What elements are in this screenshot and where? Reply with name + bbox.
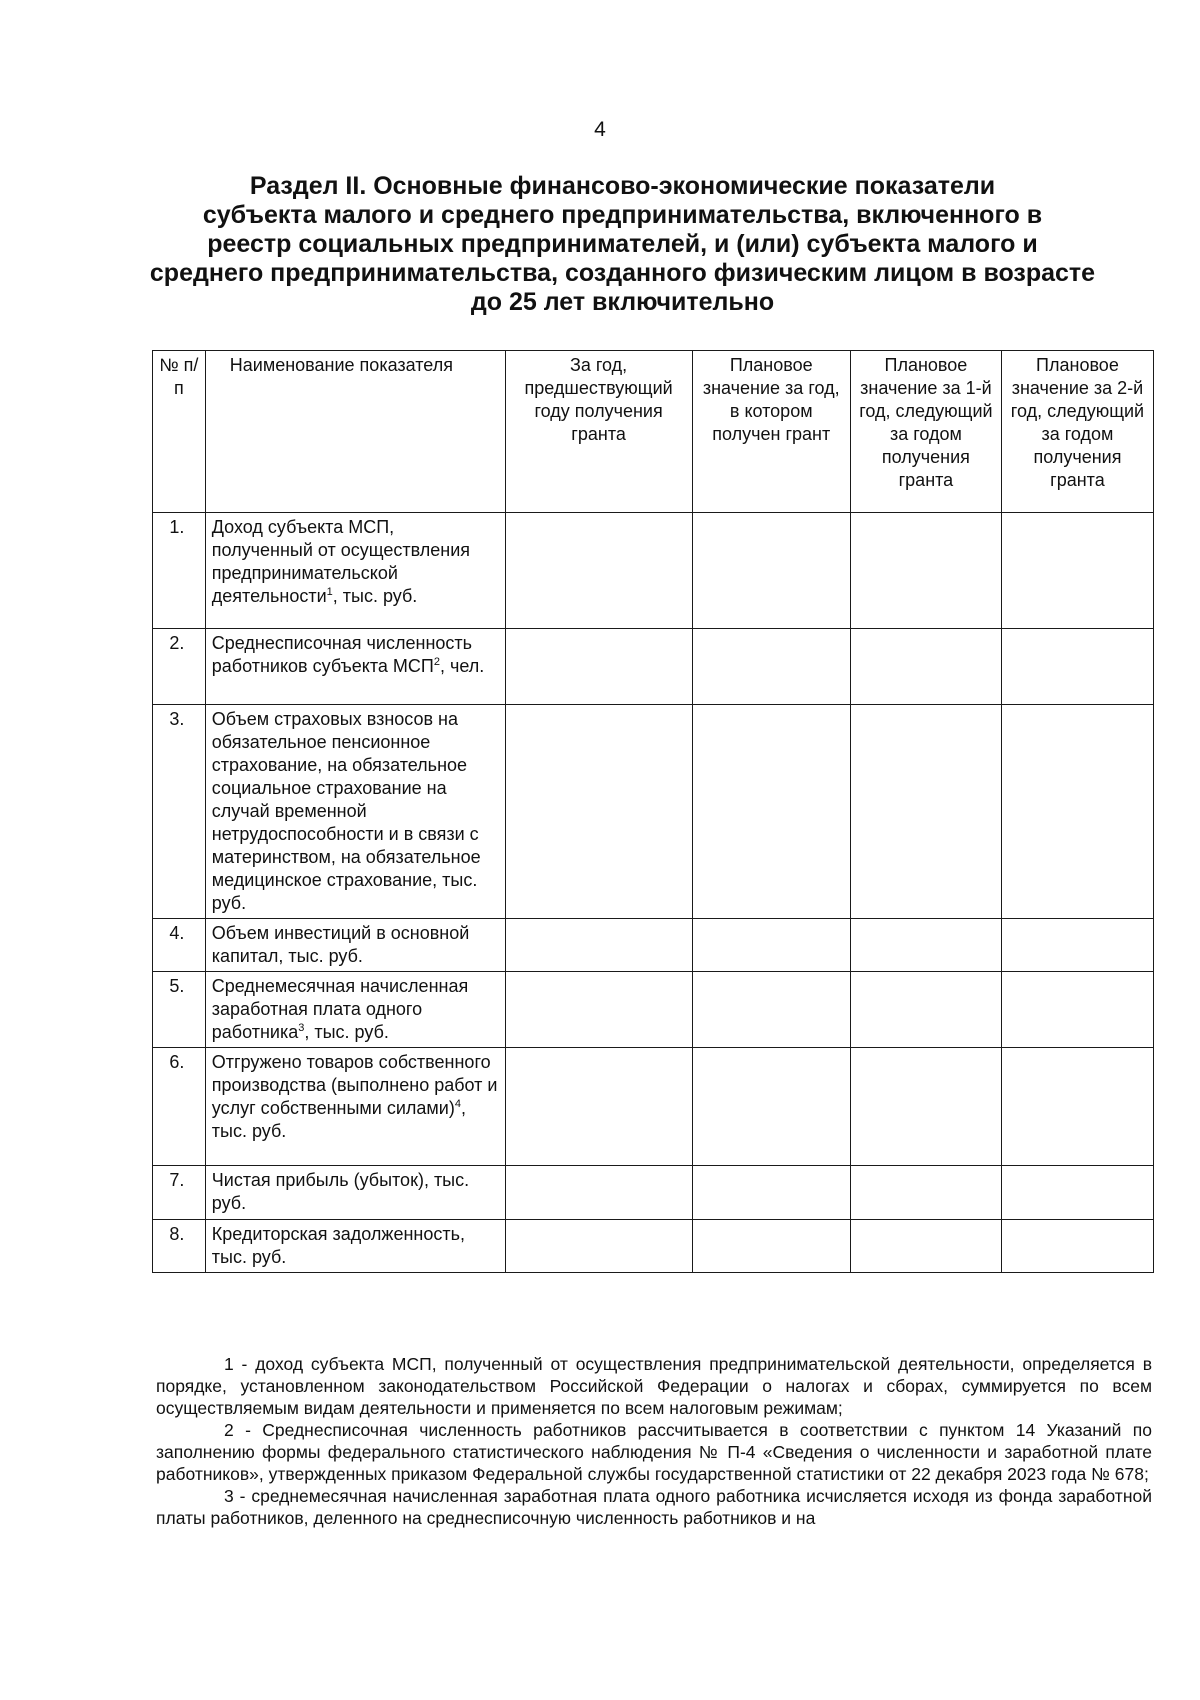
title-line-3: реестр социальных предпринимателей, и (или) субъекта малого и — [207, 230, 1038, 258]
value-cell[interactable] — [850, 629, 1001, 705]
row-number: 6. — [153, 1048, 206, 1166]
footnote-ref: 1 — [326, 586, 333, 598]
row-number: 3. — [153, 705, 206, 919]
table-row — [153, 972, 1154, 1048]
title-line-1: Раздел II. Основные финансово-экономические показатели — [249, 172, 996, 200]
indicator-label: Среднемесячная начисленная заработная плата одного работника — [211, 976, 469, 1042]
footnote-2: 2 - Среднесписочная численность работников рассчитывается в соответствии с пунктом 14 Указаний по заполнению формы федерального статистического наблюдения № П-4 «Сведения о численности и заработной плате работников», утвержденных приказом Федеральной службы государственной статистики от 22 декабря 2023 года № 678; — [156, 1420, 1152, 1484]
footnote-ref: 3 — [298, 1022, 305, 1034]
indicator-label: Доход субъекта МСП, полученный от осуществления предпринимательской деятельности — [211, 517, 471, 606]
value-cell[interactable] — [1001, 972, 1153, 1048]
indicator-label: Объем страховых взносов на обязательное пенсионное страхование, на обязательное социальное страхование на случай временной нетрудоспособности и в связи с материнством, на обязательное медицинское страхование, тыс. руб. — [211, 709, 481, 913]
value-cell[interactable] — [692, 513, 850, 629]
value-cell[interactable] — [1001, 919, 1153, 972]
value-cell[interactable] — [692, 629, 850, 705]
value-cell[interactable] — [692, 919, 850, 972]
indicator-name — [205, 1166, 505, 1220]
value-cell[interactable] — [505, 919, 692, 972]
indicator-label: Среднесписочная численность работников субъекта МСП — [211, 633, 473, 676]
header-name: Наименование показателя — [205, 351, 505, 513]
table-body — [153, 513, 1154, 1273]
indicator-label: Отгружено товаров собственного производства (выполнено работ и услуг собственными силами) — [211, 1052, 498, 1118]
table-row — [153, 1048, 1154, 1166]
value-cell[interactable] — [505, 513, 692, 629]
indicator-label: Чистая прибыль (убыток), тыс. руб. — [211, 1170, 470, 1213]
indicator-unit: , тыс. руб. — [304, 1022, 389, 1042]
value-cell[interactable] — [692, 1048, 850, 1166]
indicator-name — [205, 1220, 505, 1273]
value-cell[interactable] — [505, 1166, 692, 1220]
row-number: 4. — [153, 919, 206, 972]
table-row — [153, 705, 1154, 919]
title-line-2: субъекта малого и среднего предпринимательства, включенного в — [202, 201, 1043, 229]
indicator-unit: , тыс. руб. — [211, 1098, 466, 1141]
header-num: № п/п — [153, 351, 206, 513]
indicator-name — [205, 705, 505, 919]
footnote-1: 1 - доход субъекта МСП, полученный от осуществления предпринимательской деятельности, определяется в порядке, установленном законодательством Российской Федерации о налогах и сборах, суммируется по всем осуществляемым видам деятельности и применяется по всем налоговым режимам; — [156, 1354, 1152, 1418]
footnote-3: 3 - среднемесячная начисленная заработная плата одного работника исчисляется исходя из фонда заработной платы работников, деленного на среднесписочную численность работников и на — [156, 1486, 1152, 1528]
indicator-unit: , тыс. руб. — [332, 586, 418, 606]
table-header-row — [153, 351, 1154, 513]
row-number: 2. — [153, 629, 206, 705]
indicator-label: Кредиторская задолженность, тыс. руб. — [211, 1224, 465, 1267]
table-row — [153, 1166, 1154, 1220]
value-cell[interactable] — [505, 705, 692, 919]
value-cell[interactable] — [692, 1220, 850, 1273]
indicator-name — [205, 919, 505, 972]
indicator-name — [205, 1048, 505, 1166]
indicator-unit: , чел. — [439, 656, 485, 676]
value-cell[interactable] — [505, 629, 692, 705]
row-number: 5. — [153, 972, 206, 1048]
table-row — [153, 1220, 1154, 1273]
indicator-name — [205, 629, 505, 705]
indicator-label: Объем инвестиций в основной капитал, тыс. руб. — [211, 923, 470, 966]
section-title — [130, 172, 1115, 317]
value-cell[interactable] — [692, 1166, 850, 1220]
value-cell[interactable] — [850, 1048, 1001, 1166]
value-cell[interactable] — [1001, 1166, 1153, 1220]
value-cell[interactable] — [505, 1048, 692, 1166]
indicator-name — [205, 972, 505, 1048]
indicator-name — [205, 513, 505, 629]
header-year-1: Плановое значение за 1-й год, следующий за годом получения гранта — [850, 351, 1001, 513]
value-cell[interactable] — [850, 513, 1001, 629]
value-cell[interactable] — [850, 972, 1001, 1048]
value-cell[interactable] — [1001, 705, 1153, 919]
title-line-4: среднего предпринимательства, созданного физическим лицом в возрасте — [149, 259, 1096, 287]
row-number: 7. — [153, 1166, 206, 1220]
value-cell[interactable] — [1001, 1220, 1153, 1273]
footnote-ref: 4 — [454, 1098, 461, 1110]
value-cell[interactable] — [1001, 629, 1153, 705]
header-prev-year: За год, предшествующий году получения гранта — [505, 351, 692, 513]
header-grant-year: Плановое значение за год, в котором получен грант — [692, 351, 850, 513]
table-row — [153, 513, 1154, 629]
table-row — [153, 919, 1154, 972]
table-row — [153, 629, 1154, 705]
value-cell[interactable] — [850, 705, 1001, 919]
footnote-ref: 2 — [433, 656, 440, 668]
footnotes — [156, 1353, 1152, 1529]
value-cell[interactable] — [692, 972, 850, 1048]
value-cell[interactable] — [850, 1166, 1001, 1220]
page-number: 4 — [594, 118, 606, 141]
value-cell[interactable] — [505, 1220, 692, 1273]
value-cell[interactable] — [850, 1220, 1001, 1273]
value-cell[interactable] — [1001, 513, 1153, 629]
indicators-table — [152, 350, 1154, 1273]
value-cell[interactable] — [850, 919, 1001, 972]
row-number: 1. — [153, 513, 206, 629]
value-cell[interactable] — [505, 972, 692, 1048]
value-cell[interactable] — [1001, 1048, 1153, 1166]
value-cell[interactable] — [692, 705, 850, 919]
title-line-5: до 25 лет включительно — [470, 288, 775, 316]
header-year-2: Плановое значение за 2-й год, следующий за годом получения гранта — [1001, 351, 1153, 513]
row-number: 8. — [153, 1220, 206, 1273]
